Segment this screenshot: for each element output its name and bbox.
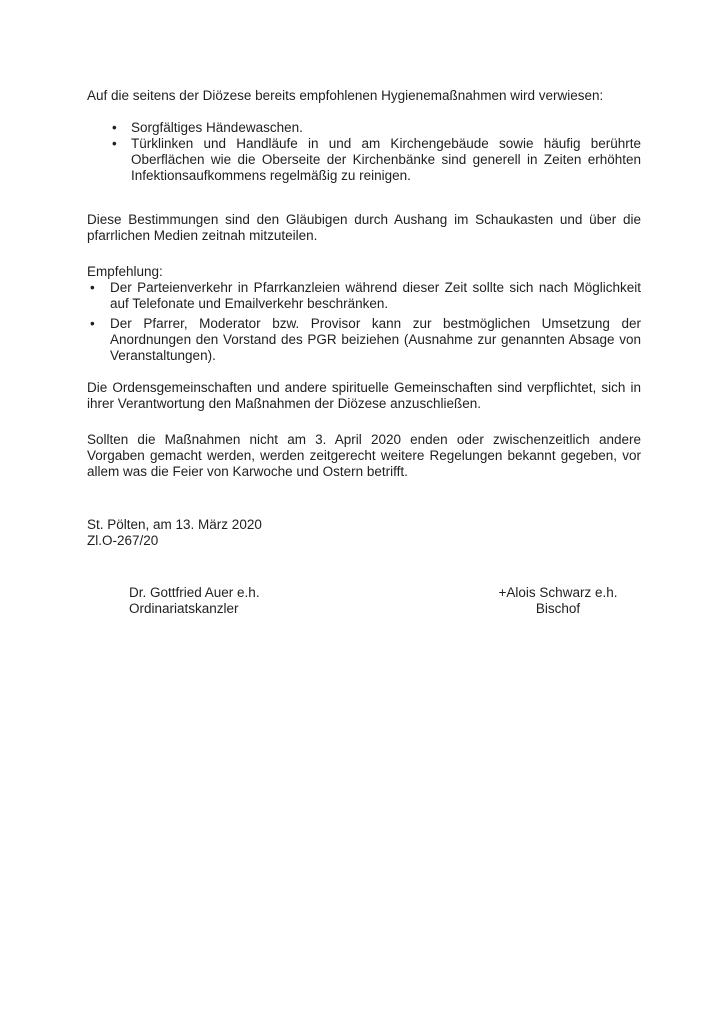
hygiene-measures-list: [87, 120, 641, 184]
signer-right-name: +Alois Schwarz e.h.: [498, 585, 618, 600]
bullet-icon: •: [90, 316, 95, 331]
place-date-block: [87, 517, 641, 549]
list-item: [87, 120, 641, 136]
recommendation-heading: Empfehlung:: [87, 264, 163, 279]
list-item-text: Der Parteienverkehr in Pfarrkanzleien während dieser Zeit sollte sich nach Möglichkeit auf Telefonate und Emailverkehr beschränken.: [110, 280, 641, 311]
orders-paragraph: Die Ordensgemeinschaften und andere spirituelle Gemeinschaften sind verpflichtet, sich in ihrer Verantwortung den Maßnahmen der Diözese anzuschließen.: [87, 380, 641, 411]
list-item: [87, 316, 641, 364]
list-item: [87, 136, 641, 184]
intro-paragraph: Auf die seitens der Diözese bereits empfohlenen Hygienemaßnahmen wird verwiesen:: [87, 88, 604, 103]
bullet-icon: •: [90, 280, 95, 295]
list-item-text: Der Pfarrer, Moderator bzw. Provisor kann zur bestmöglichen Umsetzung der Anordnungen den Vorstand des PGR beiziehen (Ausnahme zur genannten Absage von Veranstaltungen).: [110, 316, 641, 363]
reference-number: Zl.O-267/20: [87, 533, 159, 548]
bullet-icon: •: [112, 136, 117, 151]
signer-left-title: Ordinariatskanzler: [129, 601, 239, 616]
bullet-icon: •: [112, 120, 117, 135]
place-date: St. Pölten, am 13. März 2020: [87, 517, 262, 532]
announcement-paragraph: Diese Bestimmungen sind den Gläubigen durch Aushang im Schaukasten und über die pfarrlichen Medien zeitnah mitzuteilen.: [87, 212, 641, 243]
recommendation-list: [87, 280, 641, 364]
signer-right-title: Bischof: [535, 601, 581, 616]
list-item: [87, 280, 641, 312]
letter-body: [87, 88, 641, 621]
signer-left-name: Dr. Gottfried Auer e.h.: [129, 585, 260, 600]
signature-block: [87, 585, 641, 621]
outlook-paragraph: Sollten die Maßnahmen nicht am 3. April 2020 enden oder zwischenzeitlich andere Vorgaben gemacht werden, werden zeitgerecht weitere Regelungen bekannt gegeben, vor allem was die Feier von Karwoche und Ostern betrifft.: [87, 432, 641, 479]
list-item-text: Türklinken und Handläufe in und am Kirchengebäude sowie häufig berührte Oberflächen wie die Oberseite der Kirchenbänke sind generell in Zeiten erhöhten Infektionsaufkommens regelmäßig zu reinigen.: [131, 136, 641, 183]
signer-left: [129, 585, 260, 617]
list-item-text: Sorgfältiges Händewaschen.: [131, 120, 303, 135]
signer-right: [487, 585, 629, 617]
